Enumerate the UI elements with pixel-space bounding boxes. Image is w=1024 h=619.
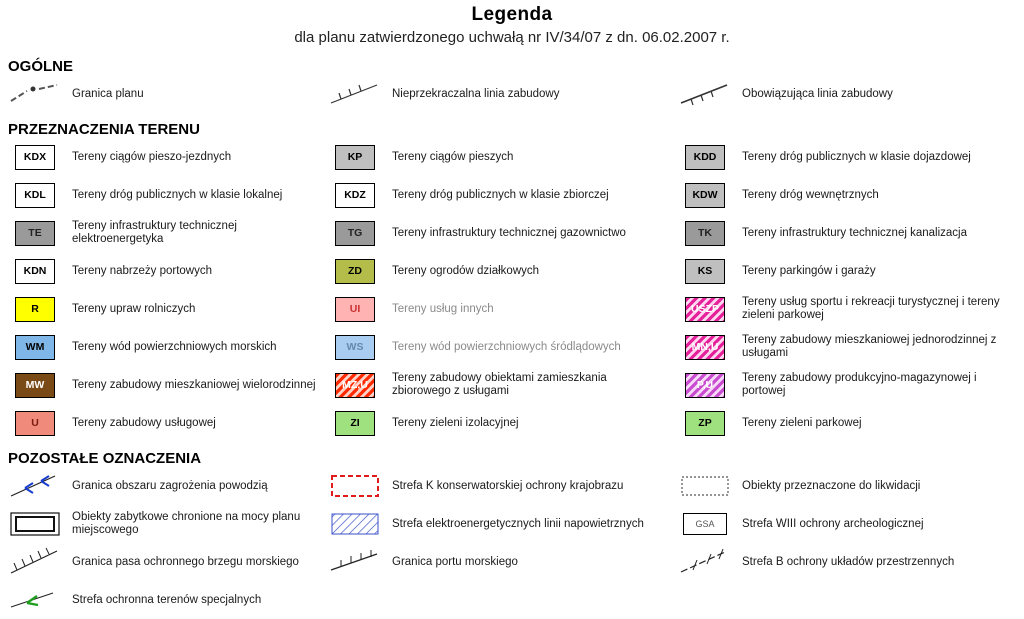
gsa-box-icon bbox=[674, 509, 736, 539]
legend-item-label: Tereny dróg publicznych w klasie zbiorczej bbox=[392, 188, 609, 201]
zone-symbol bbox=[674, 180, 736, 210]
legend-item-label: Strefa WIII ochrony archeologicznej bbox=[742, 517, 924, 530]
legend-item bbox=[4, 366, 324, 404]
legend-item-label: Nieprzekraczalna linia zabudowy bbox=[392, 87, 560, 100]
zone-code: U bbox=[15, 411, 55, 436]
legend-item-label: Obiekty zabytkowe chronione na mocy planu miejscowego bbox=[72, 511, 301, 536]
legend-item bbox=[674, 252, 1024, 290]
zone-code: ZD bbox=[335, 259, 375, 284]
legend-item-label: Tereny infrastruktury technicznej gazownictwo bbox=[392, 226, 626, 239]
legend-item bbox=[4, 328, 324, 366]
zone-code: KS bbox=[685, 259, 725, 284]
zone-symbol bbox=[674, 332, 736, 362]
zone-code: P,U bbox=[685, 373, 725, 398]
legend-item-label: Strefa B ochrony układów przestrzennych bbox=[742, 555, 955, 568]
zone-symbol bbox=[674, 408, 736, 438]
legend-item bbox=[4, 543, 324, 581]
legend-item bbox=[674, 404, 1024, 442]
zone-code: USZP bbox=[685, 297, 725, 322]
legend-item bbox=[674, 176, 1024, 214]
legend-item-label: Tereny ogrodów działkowych bbox=[392, 264, 540, 277]
zone-code: MZ,U bbox=[335, 373, 375, 398]
zone-symbol bbox=[674, 294, 736, 324]
zone-code: TG bbox=[335, 221, 375, 246]
legend-item-label: Granica pasa ochronnego brzegu morskiego bbox=[72, 555, 299, 568]
blue-hatch-rect-icon bbox=[324, 509, 386, 539]
zone-symbol bbox=[324, 332, 386, 362]
zone-symbol bbox=[324, 256, 386, 286]
legend-item-label: Tereny upraw rolniczych bbox=[72, 302, 196, 315]
zone-code: KDX bbox=[15, 145, 55, 170]
legend-item-label: Tereny dróg publicznych w klasie lokalnej bbox=[72, 188, 283, 201]
dashdot-cross-icon bbox=[674, 547, 736, 577]
legend-item-label: Tereny infrastruktury technicznej elektroenergetyka bbox=[72, 220, 237, 245]
legend-item bbox=[4, 505, 324, 543]
section-heading-przeznaczenia: PRZEZNACZENIA TERENU bbox=[8, 121, 200, 138]
zone-symbol bbox=[674, 370, 736, 400]
legend-item bbox=[324, 543, 674, 581]
legend-item bbox=[324, 505, 674, 543]
legend-item-label: Tereny ciągów pieszo-jezdnych bbox=[72, 150, 232, 163]
zone-symbol bbox=[674, 256, 736, 286]
zone-symbol bbox=[4, 142, 66, 172]
zone-symbol bbox=[4, 256, 66, 286]
legend-page bbox=[0, 4, 1024, 606]
legend-item bbox=[4, 467, 324, 505]
legend-item bbox=[324, 404, 674, 442]
legend-item-label: Obiekty przeznaczone do likwidacji bbox=[742, 479, 921, 492]
zone-code: KDD bbox=[685, 145, 725, 170]
red-dashed-rect-icon bbox=[324, 471, 386, 501]
legend-item bbox=[4, 138, 324, 176]
section-pozostale-grid bbox=[0, 467, 1024, 619]
legend-item bbox=[324, 252, 674, 290]
legend-item bbox=[4, 214, 324, 252]
zone-symbol bbox=[324, 142, 386, 172]
legend-item bbox=[674, 138, 1024, 176]
legend-item bbox=[674, 543, 1024, 581]
zone-code: ZP bbox=[685, 411, 725, 436]
zone-code: R bbox=[15, 297, 55, 322]
section-ogolne-grid bbox=[0, 75, 1024, 113]
zone-code: TE bbox=[15, 221, 55, 246]
legend-item-label: Tereny usług innych bbox=[392, 302, 494, 315]
green-arrow-icon bbox=[4, 585, 66, 615]
page-title: Legenda bbox=[471, 4, 553, 25]
legend-item bbox=[324, 75, 674, 113]
zone-code: KDZ bbox=[335, 183, 375, 208]
legend-item-label: Tereny zabudowy mieszkaniowej jednorodzinnej z usługami bbox=[742, 334, 997, 359]
gsa-code: GSA bbox=[683, 513, 727, 535]
legend-item bbox=[674, 328, 1024, 366]
flood-boundary-icon bbox=[4, 471, 66, 501]
zone-code: MN,U bbox=[685, 335, 725, 360]
line-with-ticks-down-icon bbox=[674, 79, 736, 109]
legend-item bbox=[674, 290, 1024, 328]
zone-symbol bbox=[674, 218, 736, 248]
legend-item bbox=[4, 290, 324, 328]
legend-item bbox=[324, 290, 674, 328]
page-subtitle: dla planu zatwierdzonego uchwałą nr IV/34/07 z dn. 06.02.2007 r. bbox=[294, 29, 730, 46]
section-heading-pozostale: POZOSTAŁE OZNACZENIA bbox=[8, 450, 202, 467]
legend-item bbox=[4, 581, 324, 619]
legend-item-label: Tereny ciągów pieszych bbox=[392, 150, 514, 163]
legend-item-label: Obowiązująca linia zabudowy bbox=[742, 87, 893, 100]
dotted-rect-icon bbox=[674, 471, 736, 501]
legend-item bbox=[674, 505, 1024, 543]
legend-item bbox=[674, 467, 1024, 505]
zone-code: WM bbox=[15, 335, 55, 360]
zone-code: KP bbox=[335, 145, 375, 170]
dashed-dot-line-icon bbox=[4, 79, 66, 109]
zone-symbol bbox=[4, 294, 66, 324]
legend-item bbox=[324, 176, 674, 214]
legend-item-label: Tereny zieleni parkowej bbox=[742, 416, 862, 429]
zone-code: WS bbox=[335, 335, 375, 360]
zone-code: KDW bbox=[685, 183, 725, 208]
section-heading-ogolne: OGÓLNE bbox=[8, 58, 74, 75]
legend-item-label: Tereny zabudowy produkcyjno-magazynowej i portowej bbox=[742, 372, 977, 397]
legend-item bbox=[324, 467, 674, 505]
legend-item bbox=[324, 214, 674, 252]
legend-item bbox=[674, 366, 1024, 404]
legend-item bbox=[4, 176, 324, 214]
legend-item bbox=[674, 214, 1024, 252]
legend-item bbox=[4, 252, 324, 290]
zone-symbol bbox=[324, 218, 386, 248]
zone-code: ZI bbox=[335, 411, 375, 436]
legend-item-label: Strefa K konserwatorskiej ochrony krajobrazu bbox=[392, 479, 624, 492]
section-przeznaczenia-grid bbox=[0, 138, 1024, 442]
legend-item-label: Tereny wód powierzchniowych morskich bbox=[72, 340, 277, 353]
framed-rect-icon bbox=[4, 509, 66, 539]
zone-code: UI bbox=[335, 297, 375, 322]
legend-item bbox=[4, 404, 324, 442]
zone-symbol bbox=[4, 408, 66, 438]
legend-item-label: Tereny parkingów i garaży bbox=[742, 264, 876, 277]
legend-item-label: Strefa elektroenergetycznych linii napowietrznych bbox=[392, 517, 644, 530]
zone-symbol bbox=[4, 218, 66, 248]
zone-code: TK bbox=[685, 221, 725, 246]
zone-symbol bbox=[324, 408, 386, 438]
legend-item-label: Tereny zabudowy obiektami zamieszkania zbiorowego z usługami bbox=[392, 372, 607, 397]
legend-item-label: Tereny zieleni izolacyjnej bbox=[392, 416, 519, 429]
legend-item-label: Tereny zabudowy mieszkaniowej wielorodzinnej bbox=[72, 378, 316, 391]
zone-code: KDL bbox=[15, 183, 55, 208]
legend-item-label: Tereny usług sportu i rekreacji turystycznej i tereny zieleni parkowej bbox=[742, 296, 1000, 321]
zone-symbol bbox=[4, 370, 66, 400]
legend-item-label: Granica planu bbox=[72, 87, 144, 100]
zone-symbol bbox=[324, 294, 386, 324]
legend-item bbox=[4, 75, 324, 113]
zone-code: KDN bbox=[15, 259, 55, 284]
legend-item bbox=[324, 138, 674, 176]
legend-item-label: Tereny dróg wewnętrznych bbox=[742, 188, 879, 201]
zone-symbol bbox=[674, 142, 736, 172]
port-line-icon bbox=[324, 547, 386, 577]
line-with-ticks-up-icon bbox=[324, 79, 386, 109]
legend-item bbox=[324, 366, 674, 404]
legend-item-label: Strefa ochronna terenów specjalnych bbox=[72, 593, 262, 606]
legend-item-label: Tereny wód powierzchniowych śródlądowych bbox=[392, 340, 621, 353]
legend-item bbox=[324, 328, 674, 366]
legend-item-label: Tereny dróg publicznych w klasie dojazdowej bbox=[742, 150, 971, 163]
zone-symbol bbox=[324, 370, 386, 400]
legend-item-label: Granica obszaru zagrożenia powodzią bbox=[72, 479, 268, 492]
legend-item bbox=[674, 75, 1024, 113]
zone-symbol bbox=[324, 180, 386, 210]
legend-item-label: Tereny infrastruktury technicznej kanalizacja bbox=[742, 226, 967, 239]
zone-symbol bbox=[4, 332, 66, 362]
hatched-band-icon bbox=[4, 547, 66, 577]
legend-item-label: Tereny zabudowy usługowej bbox=[72, 416, 216, 429]
zone-code: MW bbox=[15, 373, 55, 398]
legend-item-label: Granica portu morskiego bbox=[392, 555, 518, 568]
zone-symbol bbox=[4, 180, 66, 210]
legend-item-label: Tereny nabrzeży portowych bbox=[72, 264, 212, 277]
